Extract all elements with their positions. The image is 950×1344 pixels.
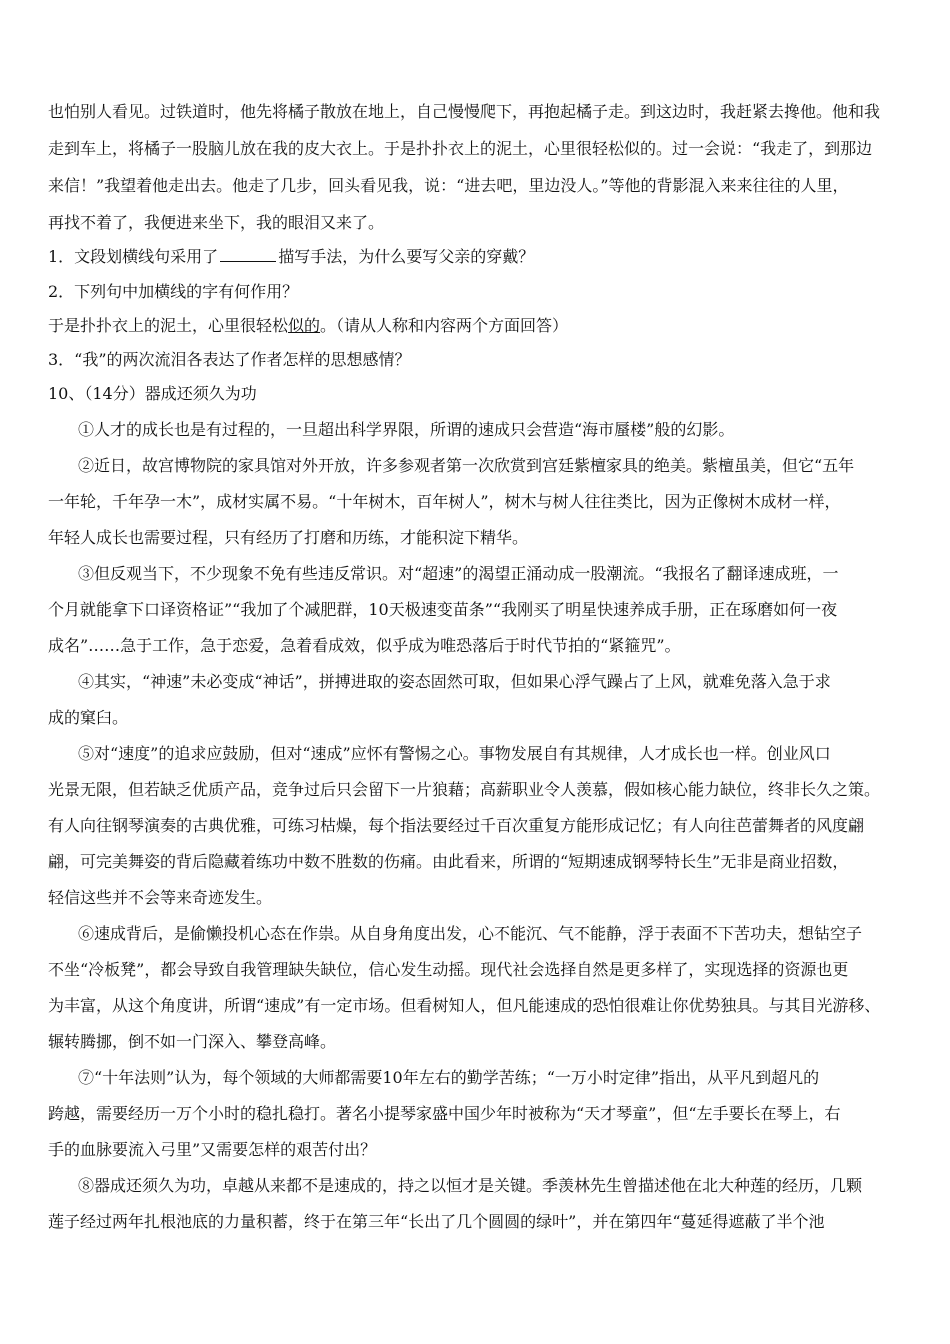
- paragraph-line: ⑥速成背后，是偷懒投机心态在作祟。从自身角度出发，心不能沉、气不能静，浮于表面不下苦功夫，想钻空子: [78, 924, 863, 943]
- paragraph-line: 有人向往钢琴演奏的古典优雅，可练习枯燥，每个指法要经过千百次重复方能形成记忆；有人向往芭蕾舞者的风度翩: [48, 816, 865, 835]
- paragraph-line: ⑤对“速度”的追求应鼓励，但对“速成”应怀有警惕之心。事物发展自有其规律，人才成长也一样。创业风口: [78, 744, 831, 763]
- underlined-words: 似的: [288, 316, 321, 335]
- paragraph-line: 莲子经过两年扎根池底的力量积蓄，终于在第三年“长出了几个圆圆的绿叶”，并在第四年“蔓延得遮蔽了半个池: [48, 1212, 825, 1231]
- paragraph-line: 手的血脉要流入弓里”又需要怎样的艰苦付出？: [48, 1140, 377, 1159]
- question-2: 2．下列句中加横线的字有何作用？: [48, 282, 299, 301]
- question-3: 3．“我”的两次流泪各表达了作者怎样的思想感情？: [48, 350, 411, 369]
- question-1-text-b: 描写手法，为什么要写父亲的穿戴？: [278, 247, 535, 266]
- paragraph-line: 不坐“冷板凳”，都会导致自我管理缺失缺位，信心发生动摇。现代社会选择自然是更多样了，实现选择的资源也更: [48, 960, 849, 979]
- question-2-sentence: [48, 314, 908, 338]
- question-1-text-a: 1．文段划横线句采用了: [48, 247, 219, 266]
- paragraph-line: 成的窠臼。: [48, 708, 129, 727]
- paragraph-line: ①人才的成长也是有过程的，一旦超出科学界限，所谓的速成只会营造“海市蜃楼”般的幻影。: [78, 420, 735, 439]
- paragraph-line: 为丰富，从这个角度讲，所谓“速成”有一定市场。但看树知人，但凡能速成的恐怕很难让你优势独具。与其目光游移、: [48, 996, 881, 1015]
- paragraph-line: ⑦“十年法则”认为，每个领域的大师都需要10年左右的勤学苦练；“一万小时定律”指出，从平凡到超凡的: [78, 1068, 820, 1087]
- paragraph-line: 个月就能拿下口译资格证”“我加了个减肥群，10天极速变苗条”“我刚买了明星快速养成手册，正在琢磨如何一夜: [48, 600, 838, 619]
- paragraph-line: ②近日，故宫博物院的家具馆对外开放，许多参观者第一次欣赏到宫廷紫檀家具的绝美。紫檀虽美，但它“五年: [78, 456, 855, 475]
- paragraph-line: 辗转腾挪，倒不如一门深入、攀登高峰。: [48, 1032, 337, 1051]
- paragraph-line: 光景无限，但若缺乏优质产品，竞争过后只会留下一片狼藉；高薪职业令人羡慕，假如核心能力缺位，终非长久之策。: [48, 780, 881, 799]
- passage-line: 也怕别人看见。过铁道时，他先将橘子散放在地上，自己慢慢爬下，再抱起橘子走。到这边时，我赶紧去搀他。他和我: [48, 102, 881, 121]
- question-1: [48, 245, 908, 269]
- paragraph-line: 翩，可完美舞姿的背后隐藏着练功中数不胜数的伤痛。由此看来，所谓的“短期速成钢琴特长生”无非是商业招数，: [48, 852, 849, 871]
- passage-line: 再找不着了，我便进来坐下，我的眼泪又来了。: [48, 213, 385, 232]
- paragraph-line: 跨越，需要经历一万个小时的稳扎稳打。著名小提琴家盛中国少年时被称为“天才琴童”，但“左手要长在琴上，右: [48, 1104, 841, 1123]
- paragraph-line: ⑧器成还须久为功，卓越从来都不是速成的，持之以恒才是关键。季羡林先生曾描述他在北大种莲的经历，几颗: [78, 1176, 863, 1195]
- answer-blank: [220, 246, 276, 262]
- passage-line: 走到车上，将橘子一股脑儿放在我的皮大衣上。于是扑扑衣上的泥土，心里很轻松似的。过一会说：“我走了，到那边: [48, 139, 873, 158]
- paragraph-line: 轻信这些并不会等来奇迹发生。: [48, 888, 273, 907]
- sentence-pre: 于是扑扑衣上的泥土，心里很轻松: [48, 316, 289, 335]
- paragraph-line: 成名”……急于工作，急于恋爱，急着看成效，似乎成为唯恐落后于时代节拍的“紧箍咒”。: [48, 636, 681, 655]
- paragraph-line: 一年轮，千年孕一木”，成材实属不易。“十年树木，百年树人”，树木与树人往往类比，因为正像树木成材一样，: [48, 492, 841, 511]
- sentence-post: 。（请从人称和内容两个方面回答）: [320, 316, 569, 335]
- passage-line: 来信！”我望着他走出去。他走了几步，回头看见我，说：“进去吧，里边没人。”等他的背影混入来来往往的人里，: [48, 176, 849, 195]
- paragraph-line: ④其实，“神速”未必变成“神话”，拼搏进取的姿态固然可取，但如果心浮气躁占了上风，就难免落入急于求: [78, 672, 831, 691]
- paragraph-line: 年轻人成长也需要过程，只有经历了打磨和历练，才能积淀下精华。: [48, 528, 529, 547]
- paragraph-line: ③但反观当下，不少现象不免有些违反常识。对“超速”的渴望正涌动成一股潮流。“我报名了翻译速成班，一: [78, 564, 839, 583]
- section-title: 10、（14分）器成还须久为功: [48, 384, 257, 403]
